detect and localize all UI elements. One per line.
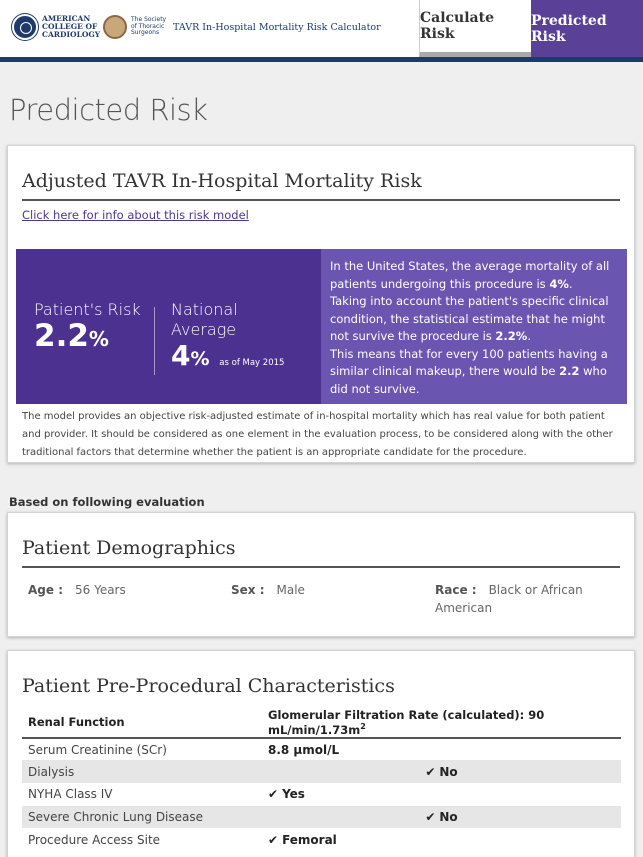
row-value-text: No <box>439 764 458 779</box>
acc-seal-icon <box>12 14 38 40</box>
row-value-text: Femoral <box>282 832 337 847</box>
check-icon: ✔ <box>425 764 436 779</box>
section-note: Based on following evaluation <box>9 495 205 509</box>
explanation-text: Taking into account the patient's specific clinical condition, the statistical estimate that he might not survive the procedure is <box>330 294 609 343</box>
row-label: Serum Creatinine (SCr) <box>28 742 167 757</box>
explanation-highlight: 2.2 <box>559 364 580 378</box>
explanation-highlight: 2.2% <box>495 329 528 343</box>
gfr-header <box>262 708 621 738</box>
table-row <box>22 806 621 829</box>
page-title: Predicted Risk <box>9 93 208 127</box>
sts-logo-line: The Society <box>131 16 167 24</box>
explanation-text: In the United States, the average mortality of all patients undergoing this procedure is <box>330 259 610 291</box>
demographics-heading: Patient Demographics <box>22 537 236 559</box>
sts-seal-icon <box>103 15 127 39</box>
table-header-row <box>22 708 621 738</box>
check-icon: ✔ <box>268 832 279 847</box>
explanation-highlight: 4% <box>549 276 569 291</box>
demographics-race <box>435 581 615 617</box>
explanation-line <box>330 293 618 346</box>
demographics-age <box>28 581 126 599</box>
info-link[interactable]: Click here for info about this risk model <box>22 208 249 222</box>
race-label: Race : <box>435 583 477 597</box>
risk-card <box>7 145 635 463</box>
model-description: The model provides an objective risk-adjusted estimate of in-hospital mortality which has real value for both patient and provider. It should be considered as one element in the evaluation process, to be considered along with the other traditional factors that determine whether the patient is an appropriate candidate for the procedure. <box>22 411 613 458</box>
acc-logo <box>12 14 100 40</box>
row-label: Dialysis <box>22 760 262 783</box>
national-average-label: National Average <box>171 300 238 339</box>
tab-predicted-risk[interactable]: Predicted Risk <box>531 0 643 57</box>
patient-risk-value <box>34 318 109 354</box>
table-row <box>22 828 621 851</box>
row-value <box>262 828 621 851</box>
risk-card-heading: Adjusted TAVR In-Hospital Mortality Risk <box>22 170 422 192</box>
preprocedural-table <box>22 708 621 851</box>
acc-logo-text <box>42 15 100 39</box>
table-row <box>22 738 621 761</box>
percent-sign: % <box>190 348 210 370</box>
national-average-value <box>171 339 284 372</box>
renal-function-header: Renal Function <box>22 708 262 738</box>
national-average-number: 4 <box>171 339 191 372</box>
sex-value: Male <box>276 583 305 597</box>
explanation-text: . <box>527 329 531 343</box>
explanation-text: This means that for every 100 patients having a similar clinical makeup, there would be <box>330 346 608 378</box>
sts-logo-text <box>131 17 166 37</box>
race-value: Black or African American <box>435 583 583 615</box>
gfr-text: Glomerular Filtration Rate (calculated): 90 mL/min/1.73m <box>268 708 545 737</box>
row-value <box>262 760 621 783</box>
table-row <box>22 783 621 806</box>
sts-logo-line: of Thoracic <box>131 22 165 30</box>
header-divider <box>0 57 643 62</box>
explanation-line <box>330 346 618 399</box>
app-title: TAVR In-Hospital Mortality Risk Calculator <box>173 22 381 33</box>
age-label: Age : <box>28 583 63 597</box>
row-value <box>262 783 621 806</box>
percent-sign: % <box>88 327 109 351</box>
check-icon: ✔ <box>268 787 279 802</box>
acc-logo-line: AMERICAN <box>42 14 91 23</box>
explanation-text: . <box>568 276 573 291</box>
row-label: Severe Chronic Lung Disease <box>22 806 262 829</box>
row-value: 8.8 µmol/L <box>268 742 340 757</box>
row-label: Procedure Access Site <box>28 832 161 847</box>
tab-calculate-risk[interactable]: Calculate Risk <box>419 0 531 57</box>
risk-card-rule <box>22 199 620 201</box>
patient-risk-number: 2.2 <box>34 318 89 354</box>
row-label: NYHA Class IV <box>28 787 113 802</box>
demographics-card <box>7 512 635 637</box>
explanation-text: who did not survive. <box>330 364 607 396</box>
acc-logo-line: COLLEGE OF <box>42 22 98 31</box>
risk-explanation-panel <box>321 249 627 404</box>
age-value: 56 Years <box>75 583 126 597</box>
row-value <box>262 806 621 829</box>
preprocedural-card <box>7 650 635 857</box>
sts-logo <box>103 15 166 39</box>
check-icon: ✔ <box>425 809 436 824</box>
explanation-line <box>330 258 618 293</box>
demographics-rule <box>22 566 620 568</box>
national-average-asof: as of May 2015 <box>219 358 285 368</box>
patient-risk-label: Patient's Risk <box>34 300 141 319</box>
preprocedural-heading: Patient Pre-Procedural Characteristics <box>22 675 395 697</box>
row-value-text: Yes <box>282 787 305 802</box>
risk-summary-panel <box>16 249 321 404</box>
row-value-text: No <box>439 809 458 824</box>
gfr-superscript: 2 <box>360 722 366 731</box>
risk-divider <box>154 307 155 375</box>
acc-logo-line: CARDIOLOGY <box>42 30 101 39</box>
demographics-sex <box>231 581 305 599</box>
sts-logo-line: Surgeons <box>131 29 160 37</box>
app-header <box>0 0 643 62</box>
sex-label: Sex : <box>231 583 265 597</box>
table-row <box>22 760 621 783</box>
